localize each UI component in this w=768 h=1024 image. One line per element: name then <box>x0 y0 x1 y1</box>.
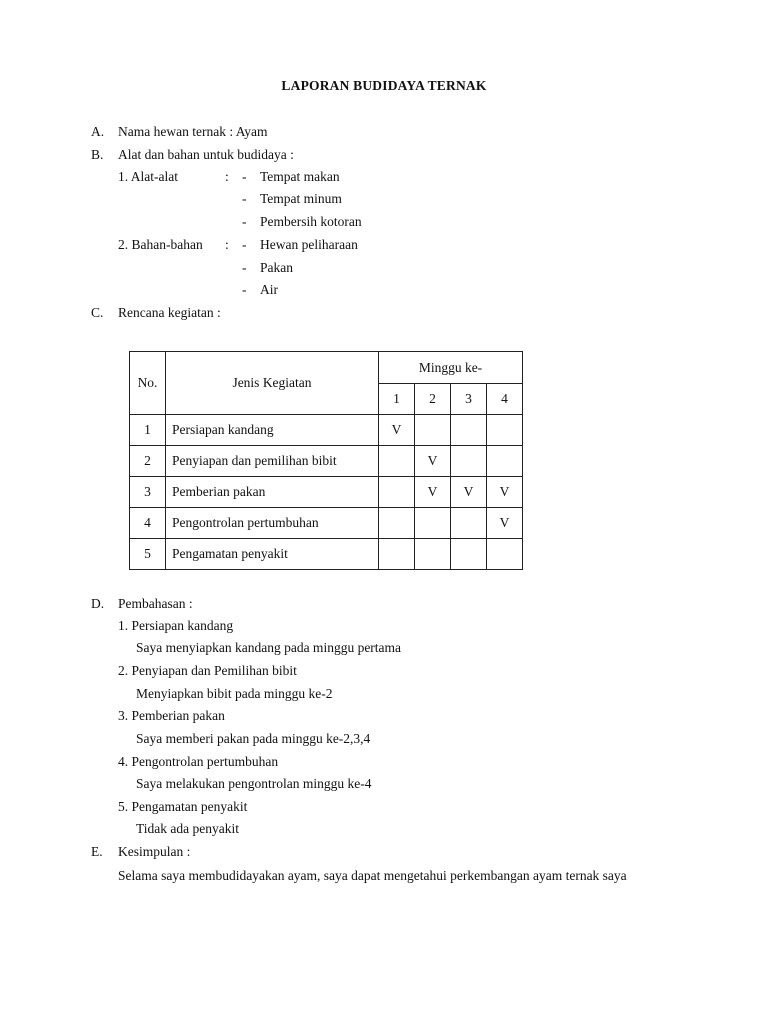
conclusion-paragraph: Selama saya membudidayakan ayam, saya dapat mengetahui perkembangan ayam ternak saya <box>118 868 627 883</box>
table-header-week: 1 <box>379 384 415 415</box>
bahan-colon: : <box>225 237 229 252</box>
table-row <box>130 539 523 570</box>
discussion-detail: Saya melakukan pengontrolan minggu ke-4 <box>136 776 372 791</box>
row-number: 3 <box>130 477 166 508</box>
bahan-item: Pakan <box>260 260 293 275</box>
section-c-letter: C. <box>91 305 104 320</box>
row-number: 5 <box>130 539 166 570</box>
week-mark <box>451 508 487 539</box>
table-header-week: 2 <box>415 384 451 415</box>
alat-item: Tempat minum <box>260 191 342 206</box>
week-mark: V <box>487 508 523 539</box>
week-mark <box>379 508 415 539</box>
list-dash: - <box>242 191 247 206</box>
section-d-text: Pembahasan : <box>118 596 193 611</box>
week-mark <box>487 446 523 477</box>
row-number: 4 <box>130 508 166 539</box>
section-a-text: Nama hewan ternak : Ayam <box>118 124 268 139</box>
alat-item: Tempat makan <box>260 169 340 184</box>
activity-plan-table <box>129 351 523 570</box>
section-b-letter: B. <box>91 147 104 162</box>
discussion-heading: 4. Pengontrolan pertumbuhan <box>118 754 279 769</box>
discussion-detail: Saya memberi pakan pada minggu ke-2,3,4 <box>136 731 371 746</box>
row-activity: Pemberian pakan <box>166 477 379 508</box>
row-activity: Pengamatan penyakit <box>166 539 379 570</box>
discussion-heading: 3. Pemberian pakan <box>118 708 225 723</box>
week-mark: V <box>487 477 523 508</box>
bahan-item: Air <box>260 282 278 297</box>
document-title: LAPORAN BUDIDAYA TERNAK <box>281 78 487 93</box>
week-mark <box>379 539 415 570</box>
row-activity: Persiapan kandang <box>166 415 379 446</box>
section-e-letter: E. <box>91 844 103 859</box>
row-number: 1 <box>130 415 166 446</box>
list-dash: - <box>242 214 247 229</box>
table-header-week: 3 <box>451 384 487 415</box>
table-header-jenis: Jenis Kegiatan <box>166 352 379 415</box>
section-a-letter: A. <box>91 124 105 139</box>
alat-item: Pembersih kotoran <box>260 214 362 229</box>
table-header-no: No. <box>130 352 166 415</box>
row-activity: Pengontrolan pertumbuhan <box>166 508 379 539</box>
table-row <box>130 477 523 508</box>
list-dash: - <box>242 169 247 184</box>
section-d-letter: D. <box>91 596 105 611</box>
table-header-week: 4 <box>487 384 523 415</box>
list-dash: - <box>242 260 247 275</box>
row-activity: Penyiapan dan pemilihan bibit <box>166 446 379 477</box>
week-mark: V <box>451 477 487 508</box>
section-c-text: Rencana kegiatan : <box>118 305 221 320</box>
alat-label: 1. Alat-alat <box>118 169 178 184</box>
discussion-heading: 1. Persiapan kandang <box>118 618 234 633</box>
discussion-heading: 2. Penyiapan dan Pemilihan bibit <box>118 663 297 678</box>
list-dash: - <box>242 282 247 297</box>
bahan-label: 2. Bahan-bahan <box>118 237 203 252</box>
discussion-heading: 5. Pengamatan penyakit <box>118 799 248 814</box>
section-e-text: Kesimpulan : <box>118 844 191 859</box>
discussion-detail: Saya menyiapkan kandang pada minggu pertama <box>136 640 402 655</box>
week-mark: V <box>379 415 415 446</box>
week-mark <box>415 508 451 539</box>
week-mark <box>451 539 487 570</box>
table-row <box>130 508 523 539</box>
table-row <box>130 446 523 477</box>
week-mark <box>451 446 487 477</box>
table-header-minggu: Minggu ke- <box>379 352 523 384</box>
discussion-detail: Tidak ada penyakit <box>136 821 239 836</box>
section-b-text: Alat dan bahan untuk budidaya : <box>118 147 294 162</box>
week-mark: V <box>415 477 451 508</box>
alat-colon: : <box>225 169 229 184</box>
week-mark <box>379 446 415 477</box>
row-number: 2 <box>130 446 166 477</box>
week-mark: V <box>415 446 451 477</box>
table-row <box>130 415 523 446</box>
week-mark <box>487 415 523 446</box>
bahan-item: Hewan peliharaan <box>260 237 358 252</box>
week-mark <box>379 477 415 508</box>
week-mark <box>451 415 487 446</box>
week-mark <box>415 415 451 446</box>
discussion-detail: Menyiapkan bibit pada minggu ke-2 <box>136 686 333 701</box>
list-dash: - <box>242 237 247 252</box>
week-mark <box>487 539 523 570</box>
week-mark <box>415 539 451 570</box>
